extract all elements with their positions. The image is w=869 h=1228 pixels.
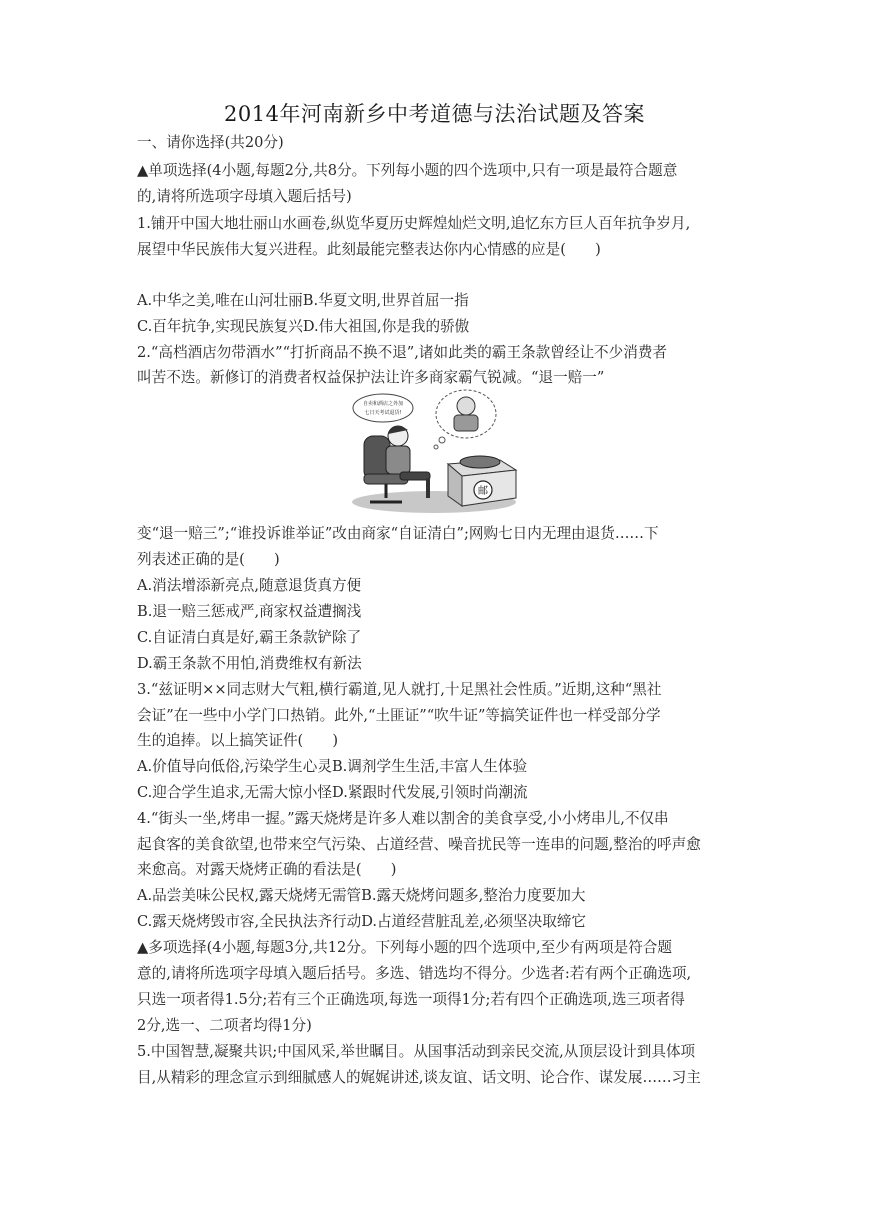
question-1-options-cd: C.百年抗争,实现民族复兴D.伟大祖国,你是我的骄傲 — [137, 318, 470, 335]
multi-choice-instructions: ▲多项选择(4小题,每题3分,共12分。下列每小题的四个选项中,至少有两项是符合题 — [137, 939, 672, 956]
question-4-stem-cont: 起食客的美食欲望,也带来空气污染、占道经营、噪音扰民等一连串的问题,整治的呼声愈 — [137, 836, 701, 853]
question-1-options-ab: A.中华之美,唯在山河壮丽B.华夏文明,世界首屈一指 — [137, 292, 469, 309]
question-2-option-c: C.自证清白真是好,霸王条款铲除了 — [137, 629, 362, 646]
question-2-option-a: A.消法增添新亮点,随意退货真方便 — [137, 577, 362, 594]
multi-choice-instructions-end: 2分,选一、二项者均得1分) — [137, 1017, 312, 1034]
question-5-stem: 5.中国智慧,凝聚共识;中国风采,举世瞩目。从国事活动到亲民交流,从顶层设计到具体项 — [137, 1043, 696, 1060]
single-choice-instructions: ▲单项选择(4小题,每题2分,共8分。下列每小题的四个选项中,只有一项是最符合题意 — [137, 162, 678, 179]
question-2-option-b: B.退一赔三惩戒严,商家权益遭搁浅 — [137, 603, 362, 620]
consumer-rights-cartoon — [350, 384, 522, 514]
speech-bubble — [353, 394, 413, 422]
question-3-stem-end: 生的追捧。以上搞笑证件( ) — [137, 732, 339, 749]
question-3-options-cd: C.迎合学生追求,无需大惊小怪D.紧跟时代发展,引领时尚潮流 — [137, 784, 528, 801]
section-heading: 一、请你选择(共20分) — [137, 134, 284, 151]
question-2-stem-end: 列表述正确的是( ) — [137, 551, 280, 568]
question-4-options-cd: C.露天烧烤毁市容,全民执法齐行动D.占道经营脏乱差,必须坚决取缔它 — [137, 913, 587, 930]
question-3-stem: 3.“兹证明××同志财大气粗,横行霸道,见人就打,十足黑社会性质。”近期,这种“黑社 — [137, 681, 662, 698]
question-3-options-ab: A.价值导向低俗,污染学生心灵B.调剂学生生活,丰富人生体验 — [137, 758, 528, 775]
bubble-text-line-1: 自卖和酒店之外加 — [362, 401, 404, 407]
parcel-contents — [460, 456, 500, 468]
bubble-text-line-2: 七日天考试退货! — [364, 410, 402, 416]
question-5-stem-cont: 目,从精彩的理念宣示到细腻感人的娓娓讲述,谈友谊、话文明、论合作、谋发展……习主 — [137, 1069, 701, 1086]
question-2-option-d: D.霸王条款不用怕,消费维权有新法 — [137, 655, 362, 672]
question-1-stem-cont: 展望中华民族伟大复兴进程。此刻最能完整表达你内心情感的应是( ) — [137, 241, 601, 258]
merchant-head — [457, 397, 475, 415]
question-4-stem-end: 来愈高。对露天烧烤正确的看法是( ) — [137, 861, 397, 878]
question-2-stem: 2.“高档酒店勿带酒水”“打折商品不换不退”,诸如此类的霸王条款曾经让不少消费者 — [137, 344, 668, 361]
page-title: 2014年河南新乡中考道德与法治试题及答案 — [224, 102, 645, 126]
multi-choice-instructions-cont: 意的,请将所选项字母填入题后括号。多选、错选均不得分。少选者:若有两个正确选项, — [137, 965, 692, 982]
question-4-options-ab: A.品尝美味公民权,露天烧烤无需管B.露天烧烤问题多,整治力度要加大 — [137, 887, 586, 904]
single-choice-instructions-cont: 的,请将所选项字母填入题后括号) — [137, 188, 352, 205]
multi-choice-instructions-cont: 只选一项者得1.5分;若有三个正确选项,每选一项得1分;若有四个正确选项,选三项者得 — [137, 991, 685, 1008]
question-4-stem: 4.“街头一坐,烤串一握。”露天烧烤是许多人难以割舍的美食享受,小小烤串儿,不仅串 — [137, 810, 669, 827]
question-2-stem-cont: 变“退一赔三”;“谁投诉谁举证”改由商家“自证清白”;网购七日内无理由退货……下 — [137, 525, 659, 542]
post-office-label: 邮 — [478, 486, 488, 497]
question-3-stem-cont: 会证”在一些中小学门口热销。此外,“土匪证”“吹牛证”等搞笑证件也一样受部分学 — [137, 707, 661, 724]
merchant-body — [454, 415, 478, 431]
question-1-stem: 1.铺开中国大地壮丽山水画卷,纵览华夏历史辉煌灿烂文明,追忆东方巨人百年抗争岁月, — [137, 215, 691, 232]
woman-torso — [386, 446, 410, 474]
question-2-stem-cont: 叫苦不迭。新修订的消费者权益保护法让许多商家霸气锐减。“退一赔一” — [137, 369, 605, 386]
